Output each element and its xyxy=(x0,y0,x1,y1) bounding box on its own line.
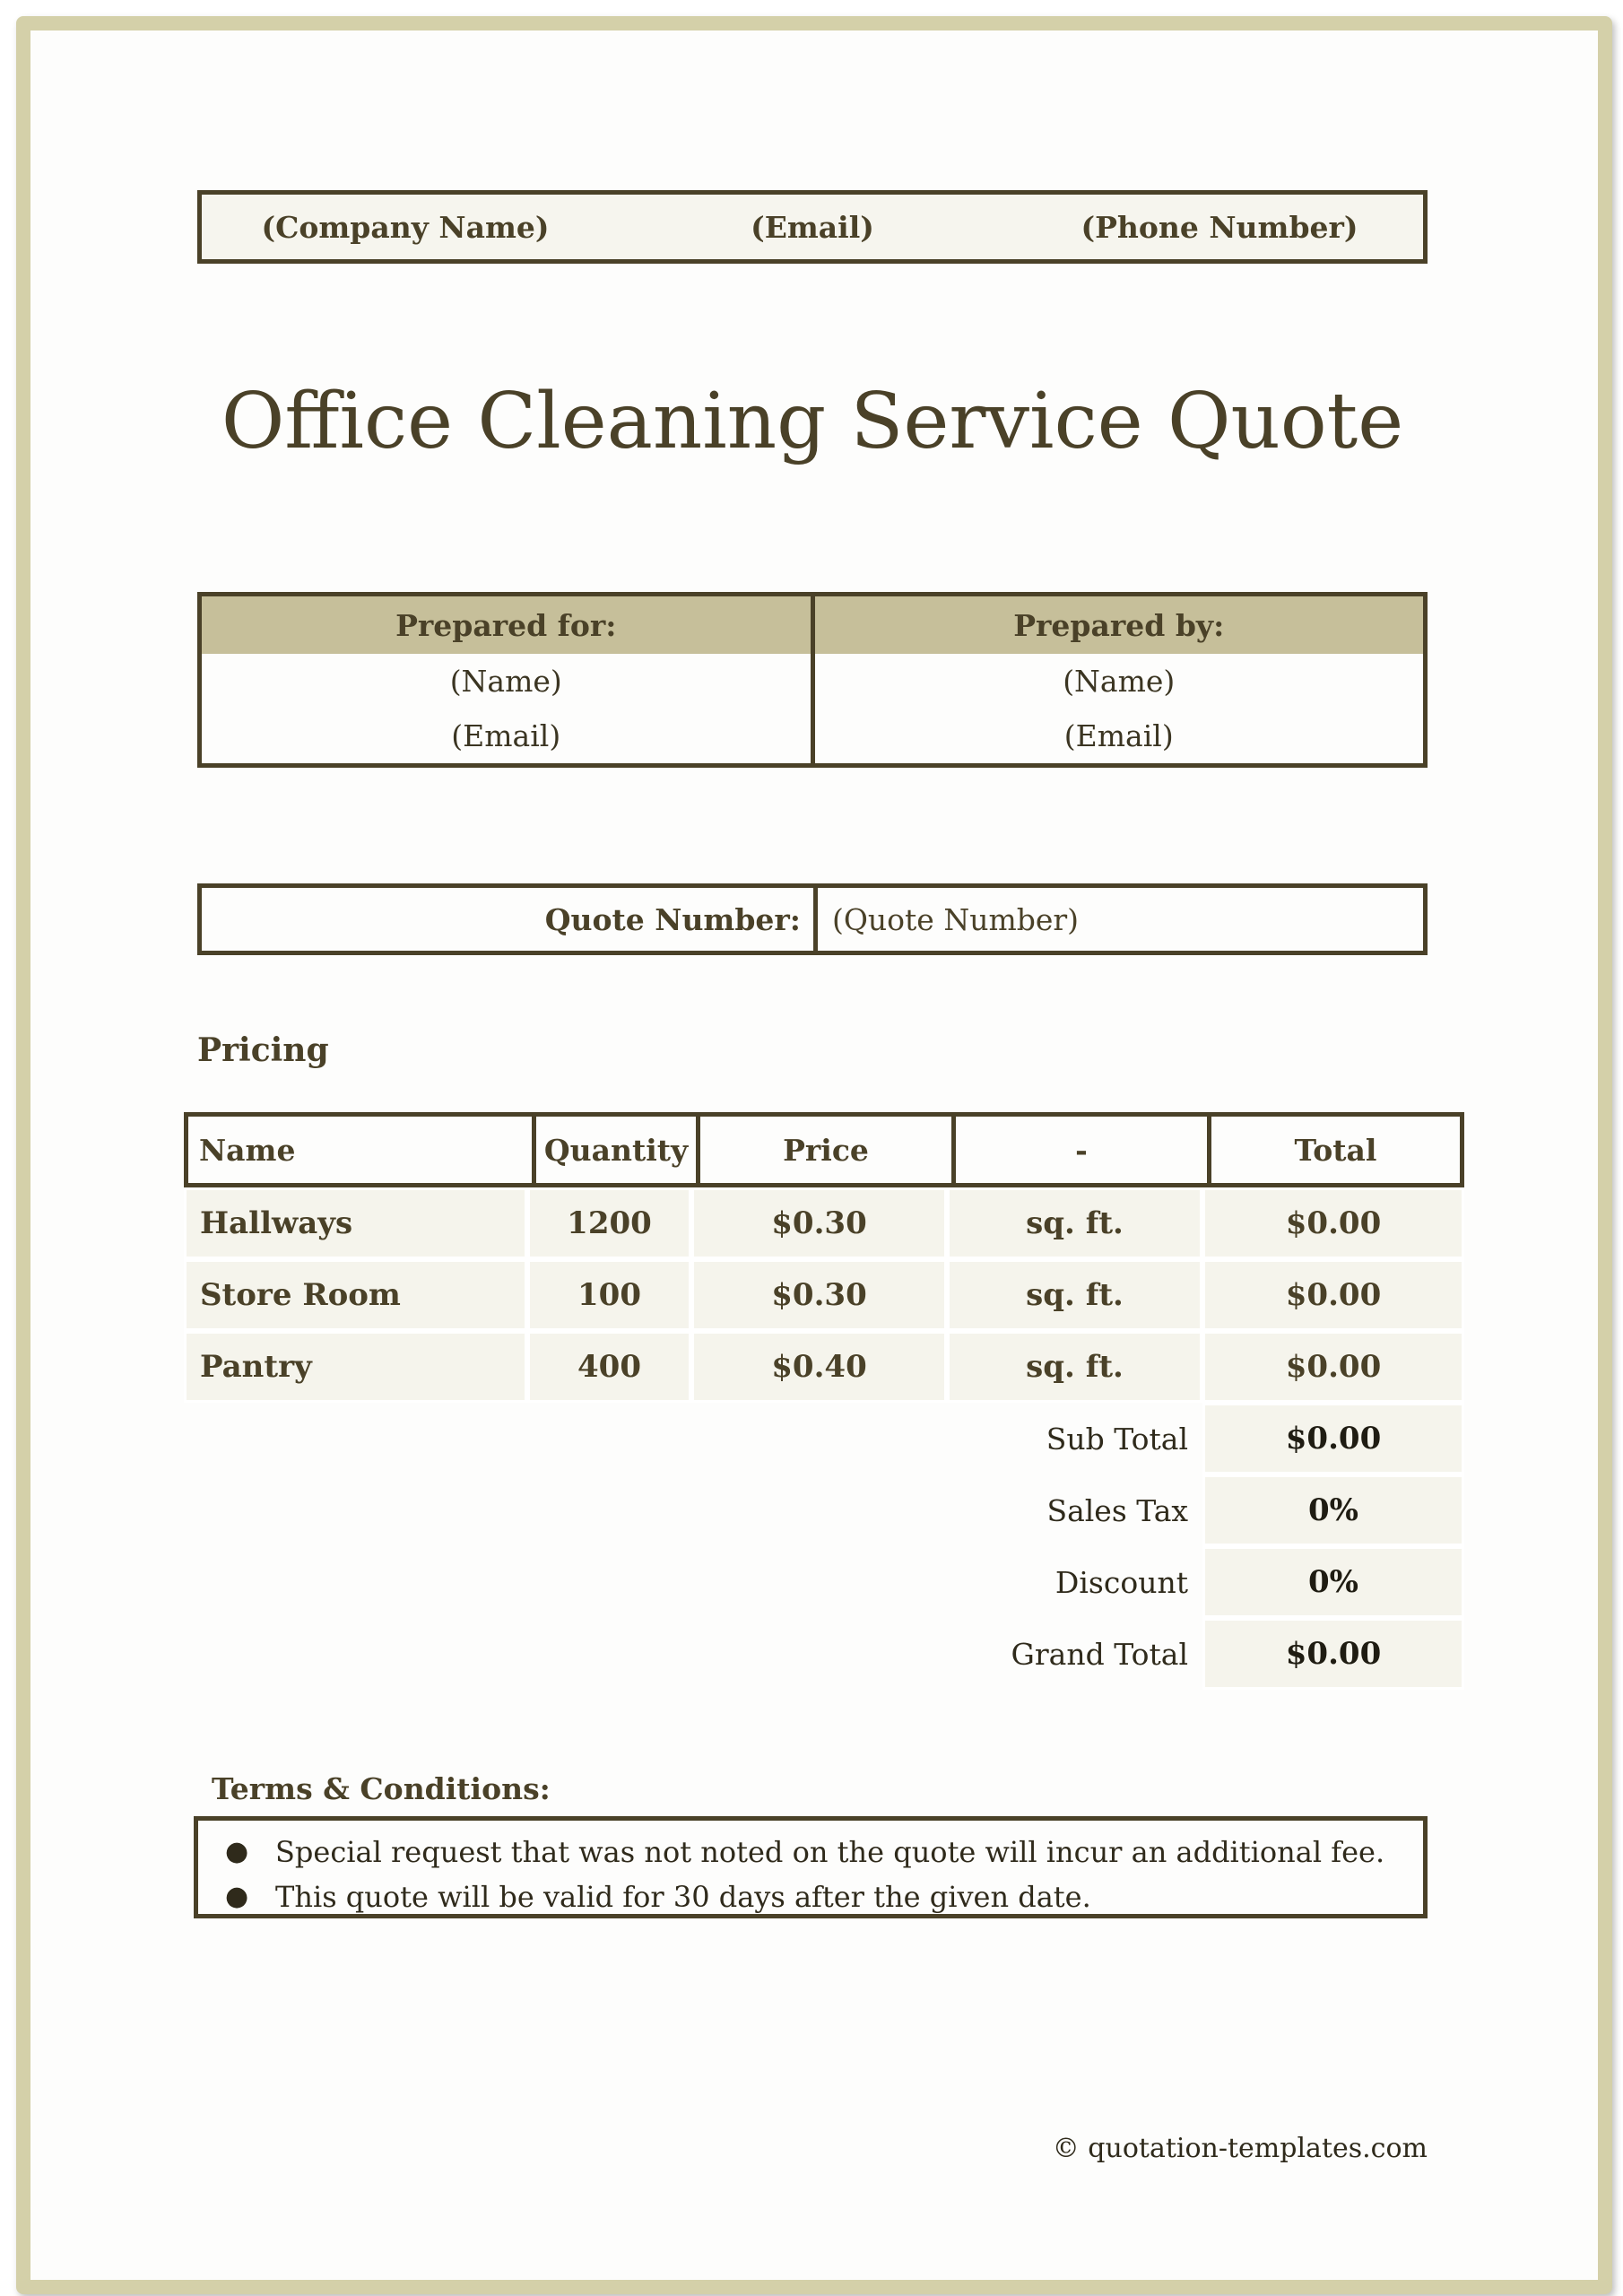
subtotal-label: Sub Total xyxy=(1046,1421,1188,1457)
pricing-title: Pricing xyxy=(197,1031,329,1069)
bullet-icon: ● xyxy=(225,1881,249,1912)
prepared-table xyxy=(197,592,1428,768)
company-email: (Email) xyxy=(751,209,874,245)
prepared-for-header: Prepared for: xyxy=(202,596,811,654)
company-phone: (Phone Number) xyxy=(1081,209,1358,245)
terms-item-text: Special request that was not noted on the quote will incur an additional fee. xyxy=(275,1835,1385,1869)
sales-tax-value: 0% xyxy=(1202,1474,1464,1546)
row-total: $0.00 xyxy=(1202,1187,1464,1259)
prepared-for-name: (Name) xyxy=(449,664,562,699)
column-header-unit: - xyxy=(951,1117,1207,1183)
bullet-icon: ● xyxy=(225,1836,249,1867)
terms-box xyxy=(194,1816,1428,1918)
contact-bar xyxy=(197,190,1428,264)
column-header-total: Total xyxy=(1207,1117,1460,1183)
prepared-by-email: (Email) xyxy=(1063,718,1174,753)
row-quantity: 1200 xyxy=(527,1187,691,1259)
prepared-by-column xyxy=(811,596,1424,763)
page-title: Office Cleaning Service Quote xyxy=(221,377,1404,466)
column-header-quantity: Quantity xyxy=(532,1117,696,1183)
row-price: $0.30 xyxy=(691,1187,947,1259)
grand-total-value: $0.00 xyxy=(1202,1618,1464,1690)
list-item xyxy=(225,1874,1423,1919)
row-total: $0.00 xyxy=(1202,1259,1464,1331)
discount-row xyxy=(184,1546,1464,1618)
column-header-price: Price xyxy=(696,1117,951,1183)
pricing-table xyxy=(184,1112,1464,1690)
row-total: $0.00 xyxy=(1202,1331,1464,1403)
table-row xyxy=(184,1331,1464,1403)
sales-tax-row xyxy=(184,1474,1464,1546)
discount-label: Discount xyxy=(1055,1564,1188,1600)
row-price: $0.40 xyxy=(691,1331,947,1403)
grand-total-label: Grand Total xyxy=(1011,1636,1188,1672)
list-item xyxy=(225,1830,1423,1874)
row-name: Store Room xyxy=(184,1259,527,1331)
company-name: (Company Name) xyxy=(261,209,550,245)
quote-number-row xyxy=(197,883,1428,955)
discount-value: 0% xyxy=(1202,1546,1464,1618)
row-unit: sq. ft. xyxy=(947,1331,1202,1403)
row-name: Hallways xyxy=(184,1187,527,1259)
row-quantity: 400 xyxy=(527,1331,691,1403)
prepared-by-header: Prepared by: xyxy=(815,596,1424,654)
row-price: $0.30 xyxy=(691,1259,947,1331)
quote-number-value: (Quote Number) xyxy=(813,888,1423,951)
row-name: Pantry xyxy=(184,1331,527,1403)
table-row xyxy=(184,1259,1464,1331)
terms-list xyxy=(225,1830,1423,1919)
pricing-header-row xyxy=(184,1112,1464,1187)
terms-item-text: This quote will be valid for 30 days after the given date. xyxy=(275,1880,1091,1914)
column-header-name: Name xyxy=(199,1132,296,1168)
row-unit: sq. ft. xyxy=(947,1259,1202,1331)
grand-total-row xyxy=(184,1618,1464,1690)
subtotal-value: $0.00 xyxy=(1202,1403,1464,1474)
row-unit: sq. ft. xyxy=(947,1187,1202,1259)
prepared-by-name: (Name) xyxy=(1063,664,1176,699)
prepared-for-column xyxy=(202,596,811,763)
subtotal-row xyxy=(184,1403,1464,1474)
row-quantity: 100 xyxy=(527,1259,691,1331)
sales-tax-label: Sales Tax xyxy=(1046,1492,1188,1528)
table-row xyxy=(184,1187,1464,1259)
quote-number-label: Quote Number: xyxy=(544,901,801,937)
footer-copyright: © quotation-templates.com xyxy=(1052,2133,1428,2164)
prepared-for-email: (Email) xyxy=(451,718,561,753)
terms-title: Terms & Conditions: xyxy=(212,1771,551,1806)
